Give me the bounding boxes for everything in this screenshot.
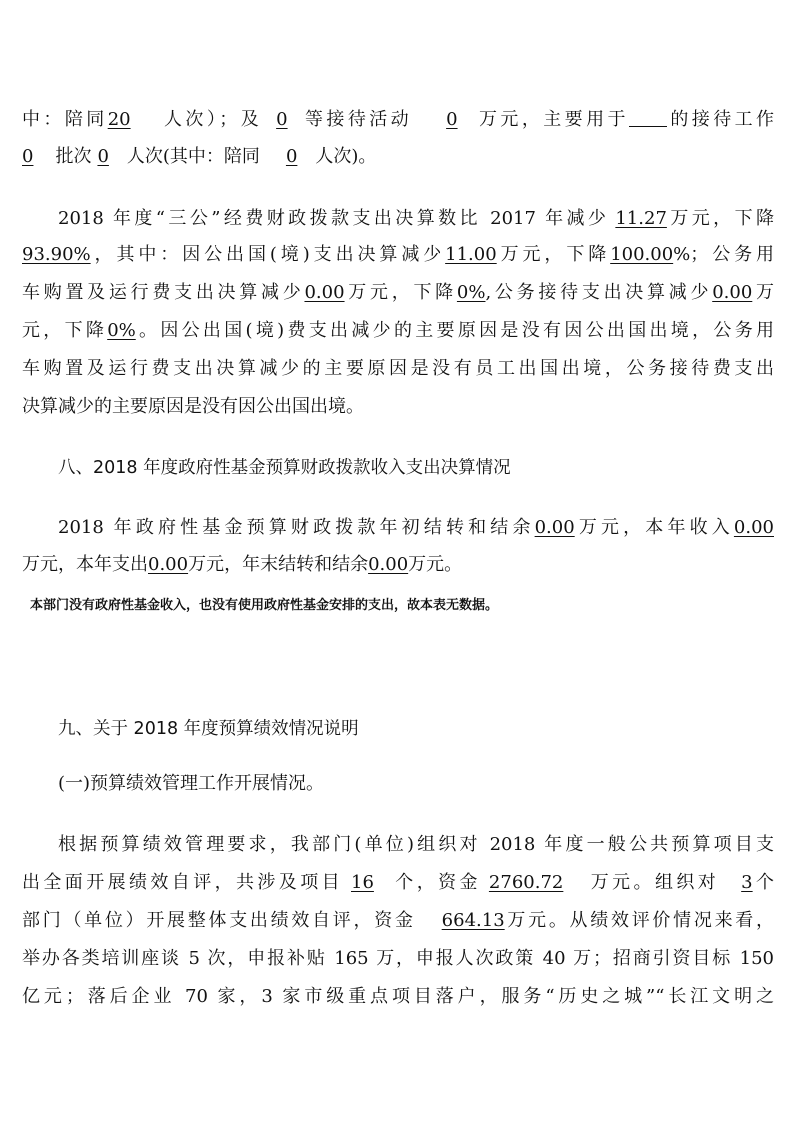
text-line-9: [58, 516, 774, 540]
text-line-8: 决算减少的主要原因是没有因公出国出境。: [22, 396, 364, 417]
filled-blank: 100.00: [610, 244, 674, 265]
text-span: 万元，本年收入: [574, 517, 734, 538]
section-heading-9: 九、关于 2018 年度预算绩效情况说明: [58, 719, 359, 739]
filled-blank: 664.13: [441, 910, 505, 931]
filled-blank: 11.00: [445, 244, 497, 265]
text-line-10: [22, 553, 774, 577]
filled-blank: 0.00: [304, 282, 345, 303]
text-span: 中：陪同: [22, 109, 108, 130]
text-span: 部门（单位）开展整体支出绩效自评，资金: [22, 910, 416, 931]
text-span: ,公务接待支出决算减少: [485, 282, 713, 303]
text-span: 万元。: [408, 554, 463, 575]
text-span: 2018 年政府性基金预算财政拨款年初结转和结余: [58, 517, 535, 538]
text-line-1: [22, 108, 774, 132]
text-span: 车购置及运行费支出决算减少: [22, 282, 305, 303]
text-span: 万: [752, 282, 775, 303]
filled-blank: 0.00: [712, 282, 753, 303]
text-span: 万元。组织对: [587, 872, 720, 893]
text-span: 万元，主要用于: [475, 109, 629, 130]
text-line-15: 亿元；落后企业 70 家，3 家市级重点项目落户，服务“历史之城”“长江文明之: [22, 986, 774, 1007]
text-span: 万元，年末结转和结余: [188, 554, 369, 575]
empty-blank: [629, 108, 667, 127]
filled-blank: 0: [97, 146, 109, 167]
text-span: 。因公出国(境)费支出减少的主要原因是没有因公出国出境，公务用: [135, 320, 774, 341]
text-span: 人次）；及: [160, 109, 263, 130]
subsection-heading: (一)预算绩效管理工作开展情况。: [58, 773, 325, 794]
text-line-12: [22, 871, 774, 895]
filled-blank: 0.00: [733, 517, 774, 538]
text-span: %；公务用: [673, 244, 775, 265]
filled-blank: 11.27: [615, 208, 667, 229]
text-line-4: [22, 243, 774, 267]
filled-blank: 0: [446, 109, 458, 130]
filled-blank: 2760.72: [488, 872, 564, 893]
filled-blank: 0%: [456, 282, 486, 303]
text-span: 等接待活动: [301, 109, 413, 130]
text-line-2: [22, 145, 774, 169]
filled-blank: 3: [741, 872, 753, 893]
text-line-7: 车购置及运行费支出决算减少的主要原因是没有员工出国出境，公务接待费支出: [22, 358, 774, 379]
text-span: 万元，本年支出: [22, 554, 148, 575]
text-line-6: [22, 319, 774, 343]
text-span: 万元。从绩效评价情况来看，: [504, 910, 775, 931]
filled-blank: 0: [285, 146, 298, 167]
text-span: 批次: [55, 146, 92, 167]
filled-blank: 0: [276, 109, 288, 130]
text-span: 人次)。: [315, 146, 377, 167]
text-span: 的接待工作: [666, 109, 775, 130]
text-line-11: 根据预算绩效管理要求，我部门(单位)组织对 2018 年度一般公共预算项目支: [58, 834, 774, 855]
text-span: 元，下降: [22, 320, 108, 341]
text-line-13: [22, 909, 774, 933]
filled-blank: 0.00: [368, 554, 409, 575]
text-span: 2018 年度“三公”经费财政拨款支出决算数比 2017 年减少: [58, 208, 610, 229]
filled-blank: 16: [351, 872, 374, 893]
text-line-14: 举办各类培训座谈 5 次，申报补贴 165 万，申报人次政策 40 万；招商引资目标 150: [22, 948, 774, 969]
section-heading-8: 八、2018 年度政府性基金预算财政拨款收入支出决算情况: [58, 458, 511, 478]
text-span: 万元，下降: [344, 282, 457, 303]
note-text: 本部门没有政府性基金收入，也没有使用政府性基金安排的支出，故本表无数据。: [30, 598, 499, 613]
text-span: 人次(其中：陪同: [126, 146, 260, 167]
text-span: 万元，下降: [496, 244, 611, 265]
text-span: 个，资金: [391, 872, 481, 893]
text-span: 出全面开展绩效自评，共涉及项目: [22, 872, 343, 893]
filled-blank: 0%: [107, 320, 136, 341]
text-span: ，其中：因公出国(境)支出决算减少: [90, 244, 446, 265]
filled-blank: 20: [107, 109, 131, 130]
filled-blank: 0: [22, 146, 34, 167]
text-line-3: [58, 207, 774, 231]
filled-blank: 0.00: [534, 517, 575, 538]
filled-blank: 0.00: [148, 554, 189, 575]
filled-blank: 93.90%: [22, 244, 91, 265]
text-span: 个: [752, 872, 775, 893]
text-line-5: [22, 281, 774, 305]
text-span: 万元，下降: [666, 208, 775, 229]
